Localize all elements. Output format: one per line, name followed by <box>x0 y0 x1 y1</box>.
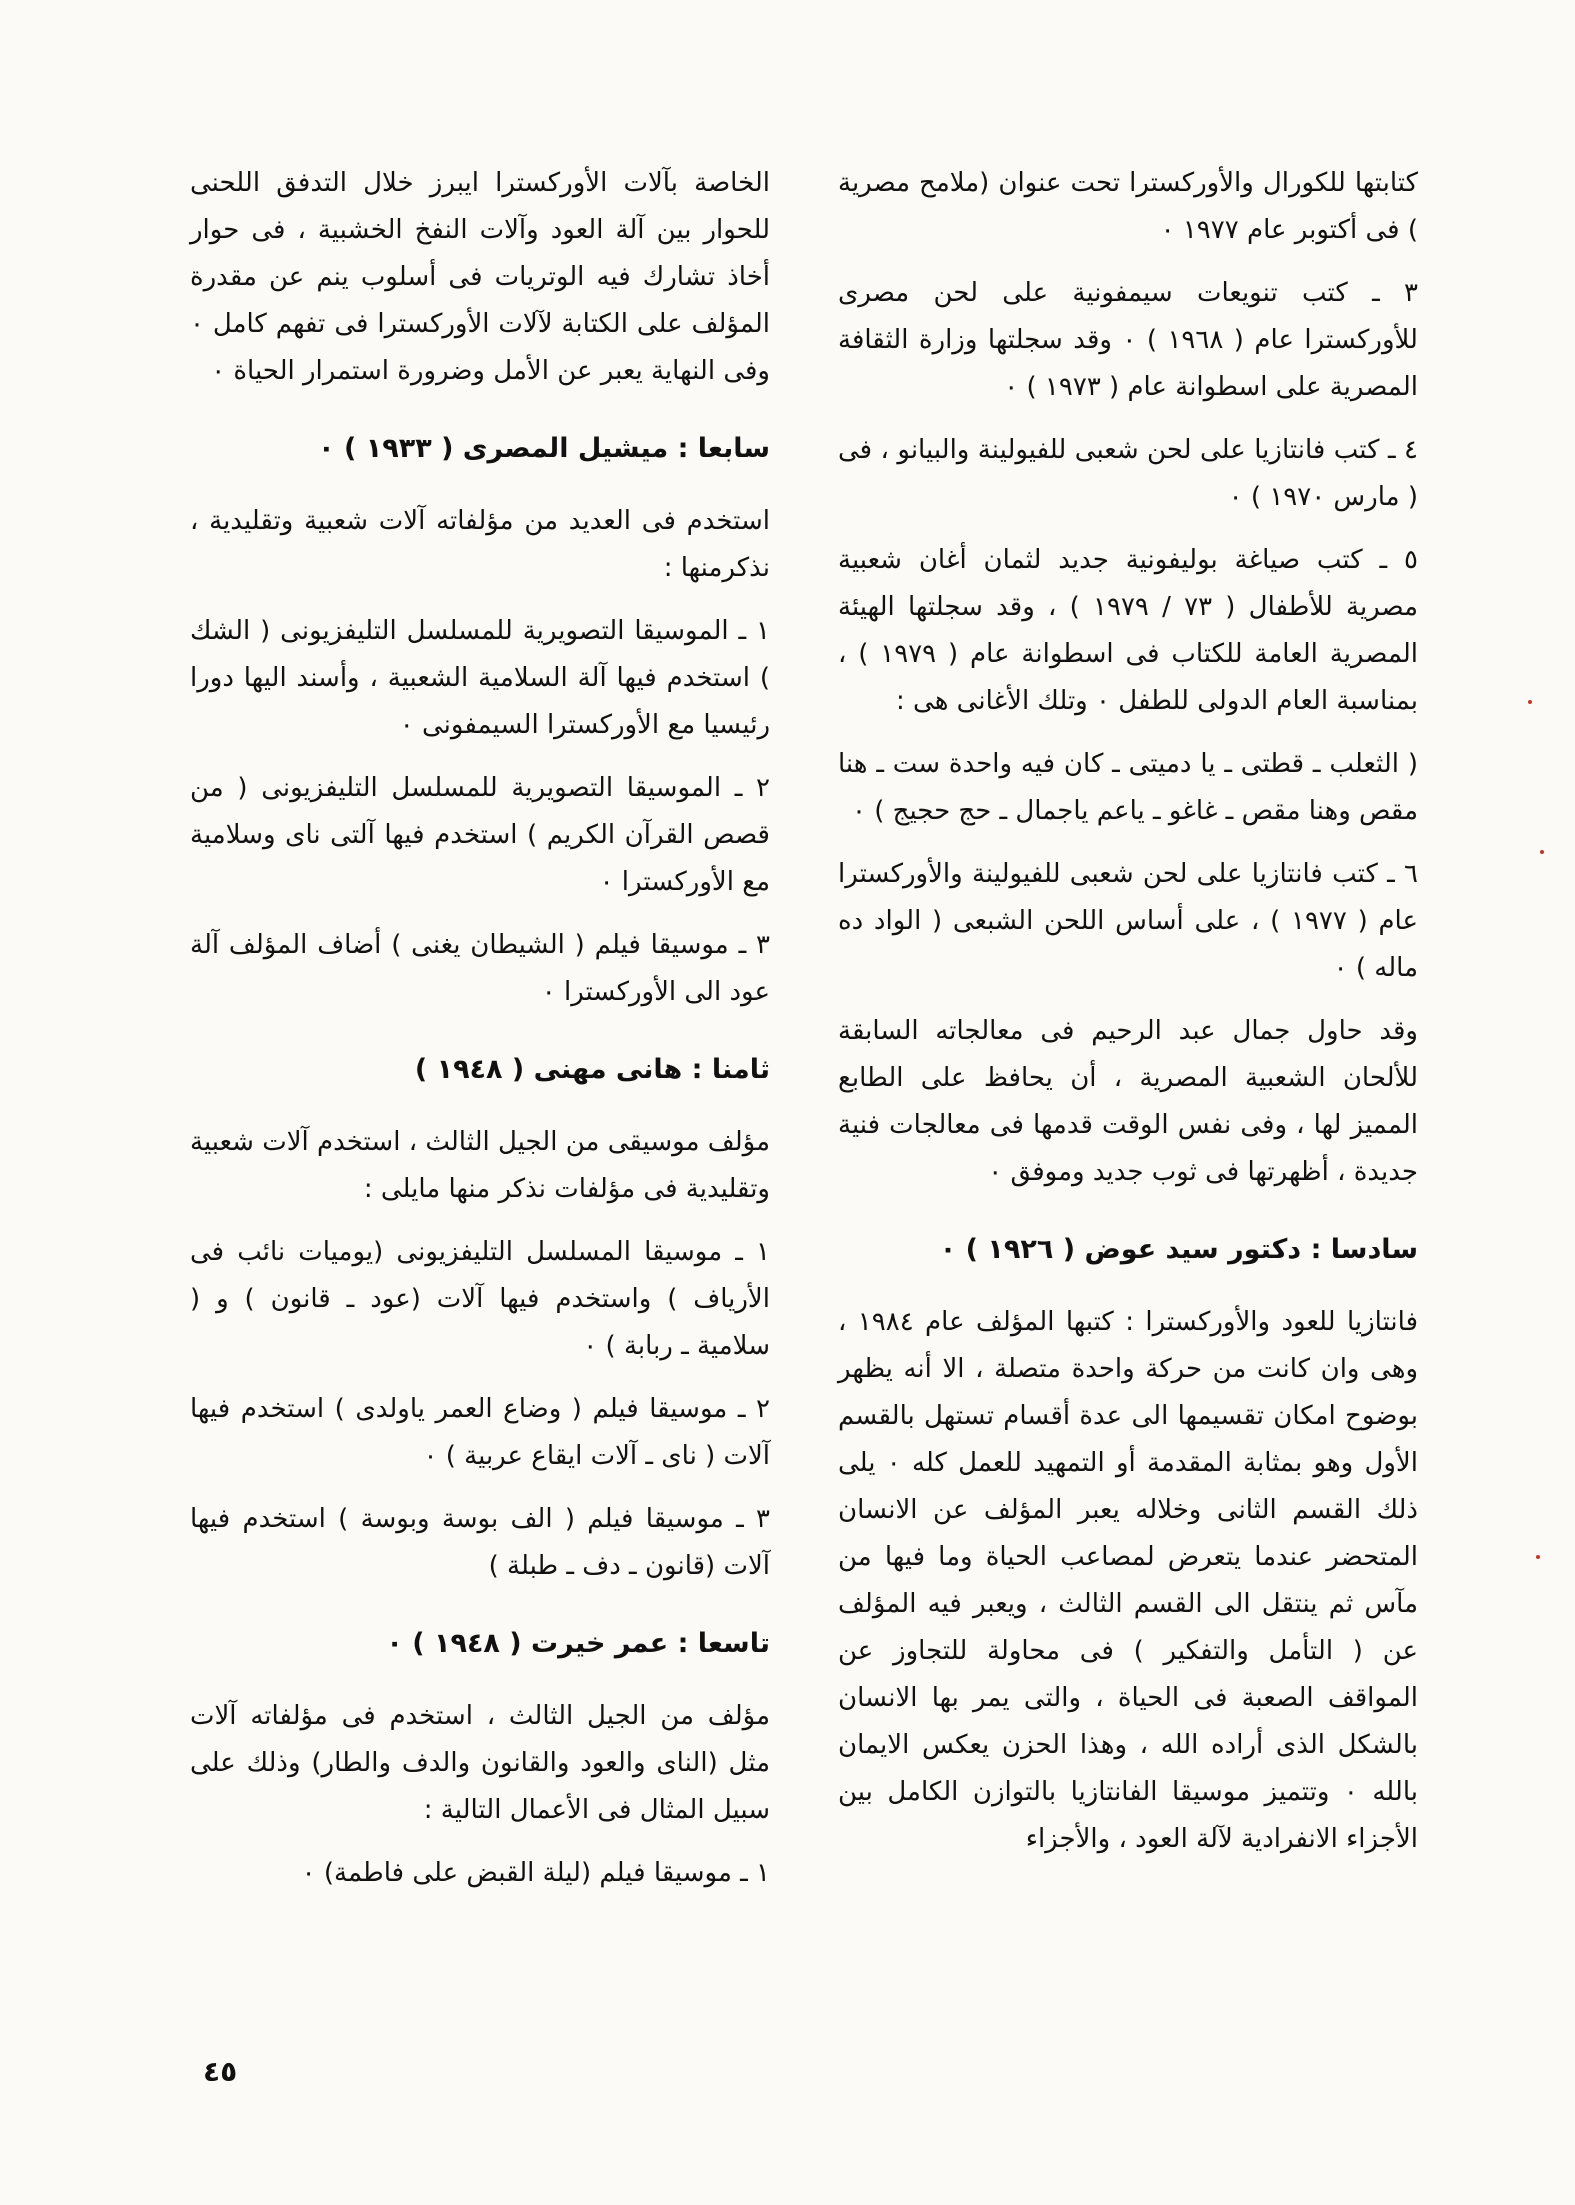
margin-mark-3 <box>1536 1555 1540 1559</box>
left-column-paragraph: ٢ ـ موسيقا فيلم ( وضاع العمر ياولدى ) استخدم فيها آلات ( ناى ـ آلات ايقاع عربية ) ٠ <box>190 1394 770 1471</box>
left-column-paragraph: الخاصة بآلات الأوركسترا ايبرز خلال التدفق اللحنى للحوار بين آلة العود وآلات النفخ الخشبية ، فى حوار أخاذ تشارك فيه الوتريات فى أسلوب ينم عن مقدرة المؤلف على الكتابة لآلات الأوركسترا فى تفهم كامل ٠ وفى النهاية يعبر عن الأمل وضرورة استمرار الحياة ٠ <box>190 168 770 386</box>
right-column-heading: سادسا : دكتور سيد عوض ( ١٩٢٦ ) ٠ <box>939 1234 1418 1265</box>
right-column <box>838 160 1418 1879</box>
left-column-paragraph: ٢ ـ الموسيقا التصويرية للمسلسل التليفزيونى ( من قصص القرآن الكريم ) استخدم فيها آلتى ناى وسلامية مع الأوركسترا ٠ <box>190 773 770 897</box>
left-column-paragraph: ٣ ـ موسيقا فيلم ( الشيطان يغنى ) أضاف المؤلف آلة عود الى الأوركسترا ٠ <box>190 930 770 1007</box>
left-column-paragraph: مؤلف من الجيل الثالث ، استخدم فى مؤلفاته آلات مثل (الناى والعود والقانون والدف والطار) وذلك على سبيل المثال فى الأعمال التالية : <box>190 1701 770 1825</box>
margin-mark-2 <box>1540 850 1544 854</box>
left-column-paragraph: مؤلف موسيقى من الجيل الثالث ، استخدم آلات شعبية وتقليدية فى مؤلفات نذكر منها مايلى : <box>190 1127 770 1204</box>
left-column-paragraph: استخدم فى العديد من مؤلفاته آلات شعبية وتقليدية ، نذكرمنها : <box>190 506 770 583</box>
right-column-paragraph: وقد حاول جمال عبد الرحيم فى معالجاته السابقة للألحان الشعبية المصرية ، أن يحافظ على الطابع المميز لها ، وفى نفس الوقت قدمها فى معالجات فنية جديدة ، أظهرتها فى ثوب جديد وموفق ٠ <box>838 1016 1418 1187</box>
left-column-heading: ثامنا : هانى مهنى ( ١٩٤٨ ) <box>414 1054 770 1085</box>
page-number: ٤٥ <box>203 2055 238 2088</box>
right-column-paragraph: ٣ ـ كتب تنويعات سيمفونية على لحن مصرى للأوركسترا عام ( ١٩٦٨ ) ٠ وقد سجلتها وزارة الثقافة المصرية على اسطوانة عام ( ١٩٧٣ ) ٠ <box>838 278 1418 402</box>
right-column-paragraph: ٥ ـ كتب صياغة بوليفونية جديد لثمان أغان شعبية مصرية للأطفال ( ٧٣ / ١٩٧٩ ) ، وقد سجلتها الهيئة المصرية العامة للكتاب فى اسطوانة عام ( ١٩٧٩ ) ، بمناسبة العام الدولى للطفل ٠ وتلك الأغانى هى : <box>838 545 1418 716</box>
margin-mark-1 <box>1528 700 1532 704</box>
right-column-paragraph: ٦ ـ كتب فانتازيا على لحن شعبى للفيولينة والأوركسترا عام ( ١٩٧٧ ) ، على أساس اللحن الشبعى ( الواد ده ماله ) ٠ <box>838 859 1418 983</box>
left-column-heading: سابعا : ميشيل المصرى ( ١٩٣٣ ) ٠ <box>318 433 770 464</box>
left-column-paragraph: ١ ـ موسيقا المسلسل التليفزيونى (يوميات نائب فى الأرياف ) واستخدم فيها آلات (عود ـ قانون ) و ( سلامية ـ ربابة ) ٠ <box>190 1237 770 1361</box>
left-column-heading: تاسعا : عمر خيرت ( ١٩٤٨ ) ٠ <box>386 1628 770 1659</box>
left-column-paragraph: ١ ـ الموسيقا التصويرية للمسلسل التليفزيونى ( الشك ) استخدم فيها آلة السلامية الشعبية ، وأسند اليها دورا رئيسيا مع الأوركسترا السيمفونى ٠ <box>190 616 770 740</box>
right-column-paragraph: ( الثعلب ـ قطتى ـ يا دميتى ـ كان فيه واحدة ست ـ هنا مقص وهنا مقص ـ غاغو ـ ياعم ياجمال ـ حج حجيج ) ٠ <box>838 749 1418 826</box>
right-column-paragraph: فانتازيا للعود والأوركسترا : كتبها المؤلف عام ١٩٨٤ ، وهى وان كانت من حركة واحدة متصلة ، الا أنه يظهر بوضوح امكان تقسيمها الى عدة أقسام تستهل بالقسم الأول وهو بمثابة المقدمة أو التمهيد للعمل كله ٠ يلى ذلك القسم الثانى وخلاله يعبر المؤلف عن الانسان المتحضر عندما يتعرض لمصاعب الحياة وما فيها من مآس ثم ينتقل الى القسم الثالث ، ويعبر فيه المؤلف عن ( التأمل والتفكير ) فى محاولة للتجاوز عن المواقف الصعبة فى الحياة ، والتى يمر بها الانسان بالشكل الذى أراده الله ، وهذا الحزن يعكس الايمان بالله ٠ وتتميز موسيقا الفانتازيا بالتوازن الكامل بين الأجزاء الانفرادية لآلة العود ، والأجزاء <box>838 1307 1419 1854</box>
left-column-paragraph: ٣ ـ موسيقا فيلم ( الف بوسة وبوسة ) استخدم فيها آلات (قانون ـ دف ـ طبلة ) <box>190 1504 770 1581</box>
right-column-paragraph: كتابتها للكورال والأوركسترا تحت عنوان (ملامح مصرية ) فى أكتوبر عام ١٩٧٧ ٠ <box>838 168 1418 245</box>
right-column-paragraph: ٤ ـ كتب فانتازيا على لحن شعبى للفيولينة والبيانو ، فى ( مارس ١٩٧٠ ) ٠ <box>838 435 1418 512</box>
left-column <box>190 160 770 1913</box>
left-column-paragraph: ١ ـ موسيقا فيلم (ليلة القبض على فاطمة) ٠ <box>301 1858 770 1888</box>
